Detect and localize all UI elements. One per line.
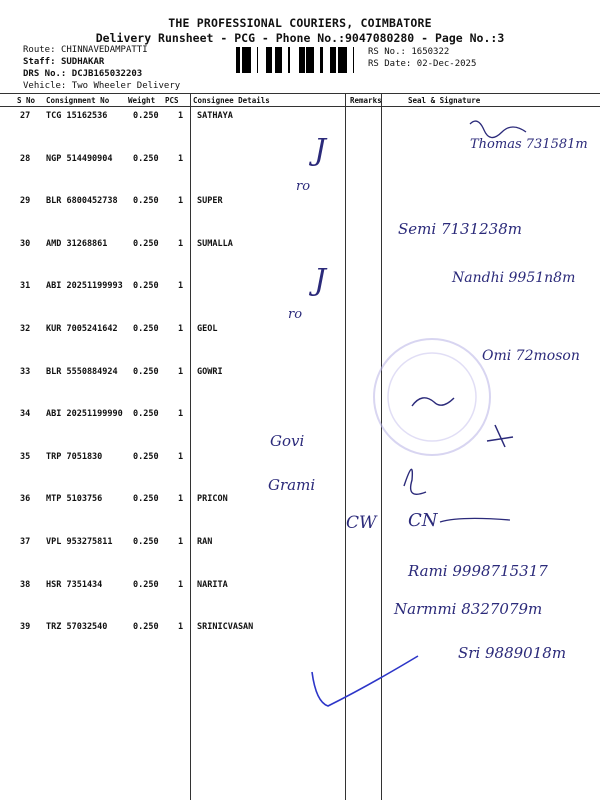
cell-consignment: KUR 7005241642	[46, 324, 118, 334]
table-row	[0, 452, 600, 494]
cell-pcs: 1	[178, 409, 184, 420]
barcode-bar	[300, 47, 302, 73]
barcode-bar	[288, 47, 290, 73]
barcode-bar	[308, 47, 311, 73]
cell-consignment: VPL 953275811	[46, 537, 113, 547]
cell-sno: 34	[20, 409, 31, 420]
cell-consignee: GEOL	[197, 324, 218, 334]
cell-pcs: 1	[178, 579, 184, 590]
barcode-bar	[266, 47, 269, 73]
cell-pcs: 1	[178, 111, 184, 121]
cell-pcs: 1	[178, 281, 184, 292]
cell-pcs: 1	[178, 153, 184, 164]
cell-consignee: SUPER	[197, 196, 223, 207]
barcode-bar	[269, 47, 270, 73]
barcode-bar	[257, 47, 258, 73]
col-pcs: PCS	[165, 96, 179, 105]
barcode-icon	[236, 47, 364, 73]
cell-sno: 29	[20, 196, 31, 207]
barcode-bar	[320, 47, 323, 73]
route-value: CHINNAVEDAMPATTI	[60, 45, 148, 55]
barcode-bar	[278, 47, 281, 73]
cell-consignment: BLR 6800452738	[46, 196, 118, 207]
company-title: THE PROFESSIONAL COURIERS, COIMBATORE	[168, 16, 432, 30]
cell-weight: 0.250	[133, 537, 159, 547]
cell-consignment: BLR 5550884924	[46, 366, 118, 377]
col-consignee: Consignee Details	[193, 96, 270, 105]
signature-32-text: Omi 72moson	[482, 348, 580, 364]
cell-consignment: AMD 31268861	[46, 238, 108, 249]
barcode-bar	[311, 47, 312, 73]
table-row	[0, 622, 600, 664]
cell-weight: 0.250	[133, 451, 159, 462]
staff-label: Staff:	[23, 57, 56, 67]
barcode-bar	[242, 47, 245, 73]
barcode-bar	[312, 47, 314, 73]
rs-date-value: 02-Dec-2025	[416, 59, 477, 69]
staff-value: SUDHAKAR	[60, 57, 105, 67]
barcode-bar	[246, 47, 248, 73]
table-row	[0, 281, 600, 323]
cell-sno: 27	[20, 111, 31, 121]
barcode-bar	[335, 47, 336, 73]
cell-sno: 39	[20, 622, 31, 633]
signature-39a-text: Narmmi 8327079m	[394, 600, 543, 618]
cell-consignee: SATHAYA	[197, 111, 233, 121]
cell-pcs: 1	[178, 238, 184, 249]
signature-29-text: Semi 7131238m	[398, 220, 522, 238]
note-37-cn: CN	[408, 510, 438, 531]
table-header	[0, 93, 600, 107]
cell-weight: 0.250	[133, 196, 159, 207]
cell-sno: 37	[20, 537, 31, 547]
cell-consignee: RAN	[197, 537, 213, 547]
cell-weight: 0.250	[133, 579, 159, 590]
barcode-bar	[281, 47, 282, 73]
note-28-ro: ro	[296, 179, 311, 194]
cell-consignee: SUMALLA	[197, 238, 233, 249]
col-consignment: Consignment No	[46, 96, 110, 105]
cell-sno: 33	[20, 366, 31, 377]
table-row	[0, 111, 600, 153]
cell-consignment: ABI 20251199990	[46, 409, 123, 420]
cell-pcs: 1	[178, 494, 184, 505]
cell-pcs: 1	[178, 324, 184, 334]
barcode-bar	[353, 47, 354, 73]
col-sno: S No	[17, 96, 36, 105]
note-37-cw: CW	[346, 513, 377, 533]
barcode-bar	[302, 47, 305, 73]
cell-consignee: NARITA	[197, 579, 228, 590]
cell-consignment: ABI 20251199993	[46, 281, 123, 292]
barcode-bar	[270, 47, 272, 73]
cell-sno: 32	[20, 324, 31, 334]
col-remarks: Remarks	[350, 96, 382, 105]
barcode-bar	[342, 47, 344, 73]
route-line	[23, 45, 148, 55]
cell-sno: 36	[20, 494, 31, 505]
barcode-bar	[276, 47, 278, 73]
barcode-bar	[338, 47, 341, 73]
note-31-j: J	[314, 263, 327, 298]
barcode-bar	[236, 47, 239, 73]
cell-weight: 0.250	[133, 622, 159, 633]
staff-line	[23, 57, 104, 67]
cell-pcs: 1	[178, 622, 184, 633]
drs-label: DRS No.:	[23, 69, 67, 79]
barcode-bar	[306, 47, 308, 73]
cell-consignee: SRINICVASAN	[197, 622, 254, 633]
barcode-bar	[248, 47, 251, 73]
cell-weight: 0.250	[133, 238, 159, 249]
table-row	[0, 196, 600, 238]
rs-date-label: RS Date:	[368, 59, 412, 69]
barcode-bar	[245, 47, 246, 73]
barcode-bar	[341, 47, 342, 73]
drs-value: DCJB165032203	[71, 69, 143, 79]
table-row	[0, 239, 600, 281]
signature-27-text: Thomas 731581m	[470, 137, 588, 152]
cell-weight: 0.250	[133, 153, 159, 164]
note-31-ro: ro	[288, 307, 303, 322]
barcode-bar	[330, 47, 332, 73]
vehicle-value: Two Wheeler Delivery	[71, 81, 181, 91]
cell-weight: 0.250	[133, 409, 159, 420]
vehicle-label: Vehicle:	[23, 81, 67, 91]
cell-pcs: 1	[178, 196, 184, 207]
cell-consignment: NGP 514490904	[46, 153, 113, 164]
cell-consignee: GOWRI	[197, 366, 223, 377]
cell-consignment: MTP 5103756	[46, 494, 103, 505]
cell-sno: 35	[20, 451, 31, 462]
cell-sno: 30	[20, 238, 31, 249]
signature-31-text: Nandhi 9951n8m	[452, 270, 576, 286]
barcode-bar	[344, 47, 347, 73]
note-35-text: Govi	[270, 432, 305, 450]
barcode-bar	[275, 47, 276, 73]
cell-weight: 0.250	[133, 111, 159, 121]
rs-no-value: 1650322	[411, 47, 450, 57]
table-row	[0, 409, 600, 451]
note-36-text: Grami	[268, 476, 316, 494]
cell-weight: 0.250	[133, 281, 159, 292]
table-row	[0, 537, 600, 579]
cell-sno: 38	[20, 579, 31, 590]
rs-date-line	[368, 59, 476, 69]
drs-line	[23, 69, 142, 79]
col-signature: Seal & Signature	[408, 96, 481, 105]
route-label: Route:	[23, 45, 56, 55]
cell-weight: 0.250	[133, 366, 159, 377]
table-row	[0, 324, 600, 366]
signature-39b-text: Sri 9889018m	[458, 644, 567, 662]
cell-consignment: TRZ 57032540	[46, 622, 108, 633]
rs-no-line	[368, 47, 449, 57]
header-top-rule	[0, 93, 600, 94]
table-row	[0, 580, 600, 622]
cell-weight: 0.250	[133, 324, 159, 334]
table-row	[0, 154, 600, 196]
cell-pcs: 1	[178, 537, 184, 547]
col-weight: Weight	[128, 96, 156, 105]
cell-sno: 31	[20, 281, 31, 292]
barcode-bar	[299, 47, 300, 73]
barcode-bar	[332, 47, 335, 73]
cell-consignment: TRP 7051830	[46, 451, 103, 462]
vehicle-line	[23, 81, 180, 91]
cell-consignment: TCG 15162536	[46, 111, 108, 121]
cell-weight: 0.250	[133, 494, 159, 505]
cell-pcs: 1	[178, 366, 184, 377]
table-row	[0, 494, 600, 536]
barcode-bar	[239, 47, 240, 73]
note-28-j: J	[314, 133, 327, 168]
runsheet-title: Delivery Runsheet - PCG - Phone No.:9047080280 - Page No.:3	[95, 31, 505, 45]
cell-consignment: HSR 7351434	[46, 579, 103, 590]
header-bottom-rule	[0, 106, 600, 107]
rs-no-label: RS No.:	[368, 47, 406, 57]
cell-pcs: 1	[178, 451, 184, 462]
signature-38-text: Rami 9998715317	[408, 562, 548, 580]
cell-consignee: PRICON	[197, 494, 228, 505]
table-row	[0, 367, 600, 409]
cell-sno: 28	[20, 153, 31, 164]
